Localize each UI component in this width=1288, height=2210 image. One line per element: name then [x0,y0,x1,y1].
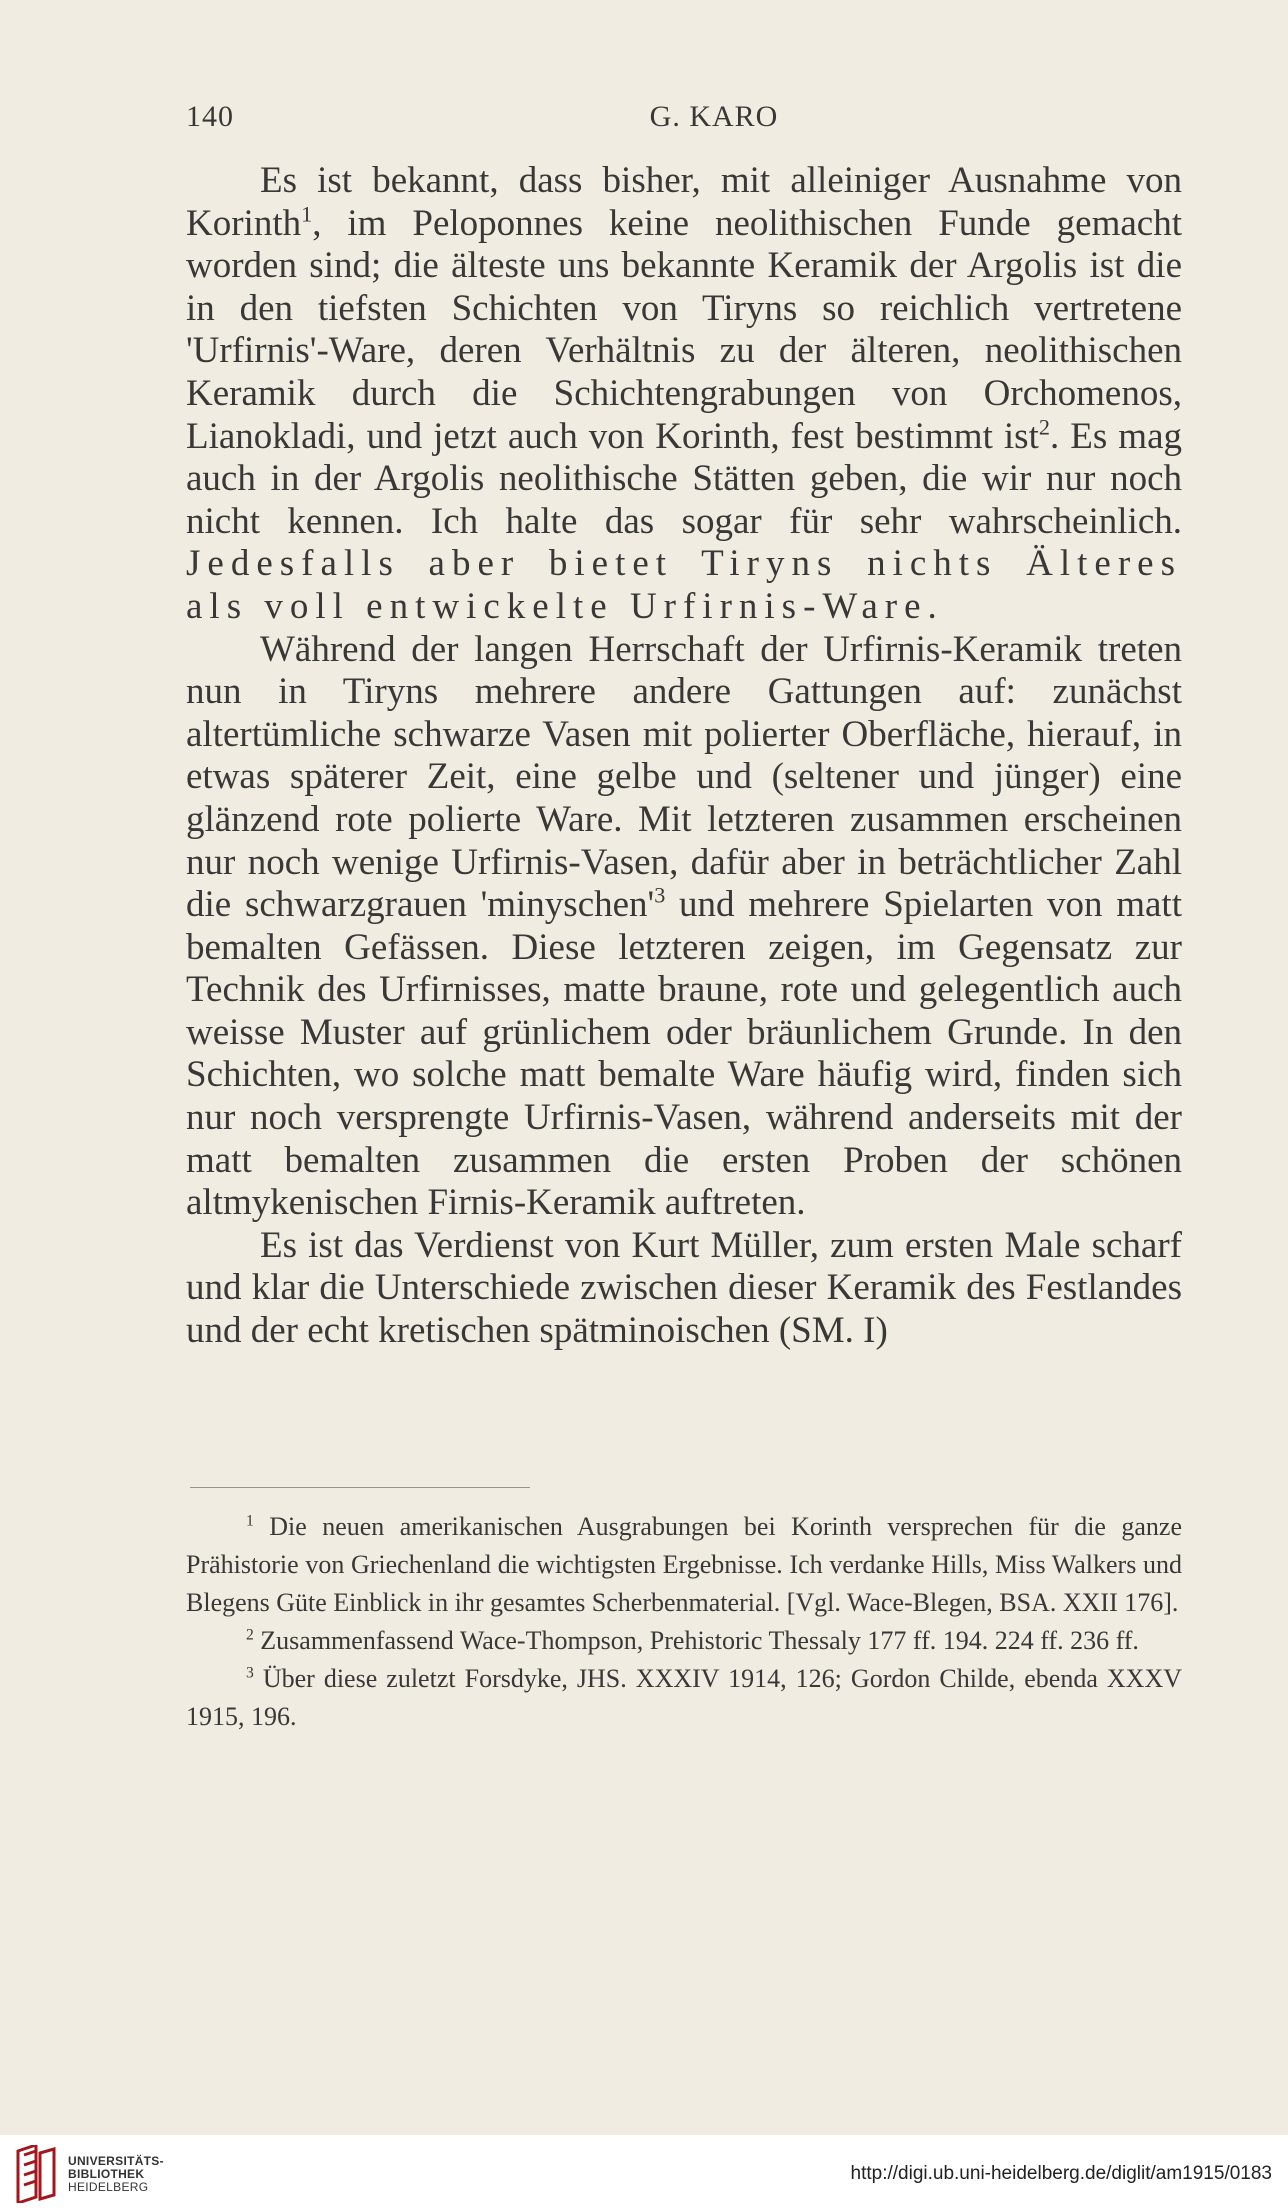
running-head: G. KARO [649,100,779,133]
footnotes [186,1508,1182,1736]
footnote-divider [190,1487,530,1488]
spaced-emphasis: Jedesfalls aber bietet Tiryns nichts Älteres als voll entwickelte Urfirnis-Ware. [186,543,1182,627]
viewer-footer [0,2135,1288,2210]
paragraph-text: Es ist das Verdienst von Kurt Müller, zum ersten Male scharf und klar die Unterschiede zwischen dieser Keramik des Festlandes und der echt kretischen spätminoischen (SM. I) [186,1224,1182,1352]
footnote-mark: 1 [246,1512,254,1530]
footnote-ref: 3 [654,882,666,908]
footnote [186,1508,1182,1622]
library-name-line: UNIVERSITÄTS- [68,2154,164,2168]
paragraph-text: Während der langen Herrschaft der Urfirnis-Keramik treten nun in Tiryns mehrere andere Gattungen auf: zunächst altertümliche schwarze Vasen mit polierter Oberfläche, hierauf, in etwas späterer Zeit, eine gelbe und (seltener und jünger) eine glänzend rote polierte Ware. Mit letzteren zusammen erscheinen nur noch wenige Urfirnis-Vasen, dafür aber in beträchtlicher Zahl die schwarzgrauen 'minyschen' [186,628,1182,926]
footnote-ref: 1 [301,201,313,227]
footnote-text: Über diese zuletzt Forsdyke, JHS. XXXIV 1914, 126; Gordon Childe, ebenda XXXV 1915, 196. [186,1664,1182,1731]
footnote [186,1660,1182,1736]
footnote-text: Die neuen amerikanischen Ausgrabungen bei Korinth versprechen für die ganze Prähistorie von Griechenland die wichtigsten Ergebnisse. Ich verdanke Hills, Miss Walkers und Blegens Güte Einblick in ihr gesamtes Scherbenmaterial. [Vgl. Wace-Blegen, BSA. XXII 176]. [186,1512,1183,1617]
library-name-line: HEIDELBERG [68,2180,149,2194]
permalink-url[interactable]: http://digi.ub.uni-heidelberg.de/diglit/am1915/0183 [850,2163,1272,2184]
library-name [68,2155,164,2194]
footnote [186,1622,1182,1660]
page-header [186,100,1182,140]
university-library-logo-icon [14,2145,58,2203]
paragraph [186,1225,1182,1353]
page-number: 140 [186,100,234,133]
paragraph-text: . Es mag auch in der Argolis neolithische Stätten geben, die wir nur noch nicht kennen. Ich halte das sogar für sehr wahrscheinlich. [186,415,1182,542]
footnote-mark: 3 [246,1664,254,1682]
library-name-line: BIBLIOTHEK [68,2167,145,2181]
paragraph [186,629,1182,1225]
footnote-mark: 2 [246,1626,254,1644]
footnote-ref: 2 [1038,414,1050,440]
paragraph-text: , im Peloponnes keine neolithischen Funde gemacht worden sind; die älteste uns bekannte Keramik der Argolis ist die in den tiefsten Schichten von Tiryns so reichlich vertretene 'Urfirnis'-Ware, deren Verhältnis zu der älteren, neolithischen Keramik durch die Schichtengrabungen von Orchomenos, Lianokladi, und jetzt auch von Korinth, fest bestimmt ist [186,202,1182,457]
paragraph [186,160,1182,629]
footnote-text: Zusammenfassend Wace-Thompson, Prehistoric Thessaly 177 ff. 194. 224 ff. 236 ff. [260,1626,1139,1655]
paragraph-text: und mehrere Spielarten von matt bemalten Gefässen. Diese letzteren zeigen, im Gegensatz zur Technik des Urfirnisses, matte braune, rote und gelegentlich auch weisse Muster auf grünlichem oder bräunlichem Grunde. In den Schichten, wo solche matt bemalte Ware häufig wird, finden sich nur noch versprengte Urfirnis-Vasen, während anderseits mit der matt bemalten zusammen die ersten Proben der schönen altmykenischen Firnis-Keramik auftreten. [186,884,1182,1224]
main-text [186,160,1182,1353]
paragraph-text: Es ist bekannt, dass bisher, mit alleiniger Ausnahme von Korinth [186,160,1182,244]
